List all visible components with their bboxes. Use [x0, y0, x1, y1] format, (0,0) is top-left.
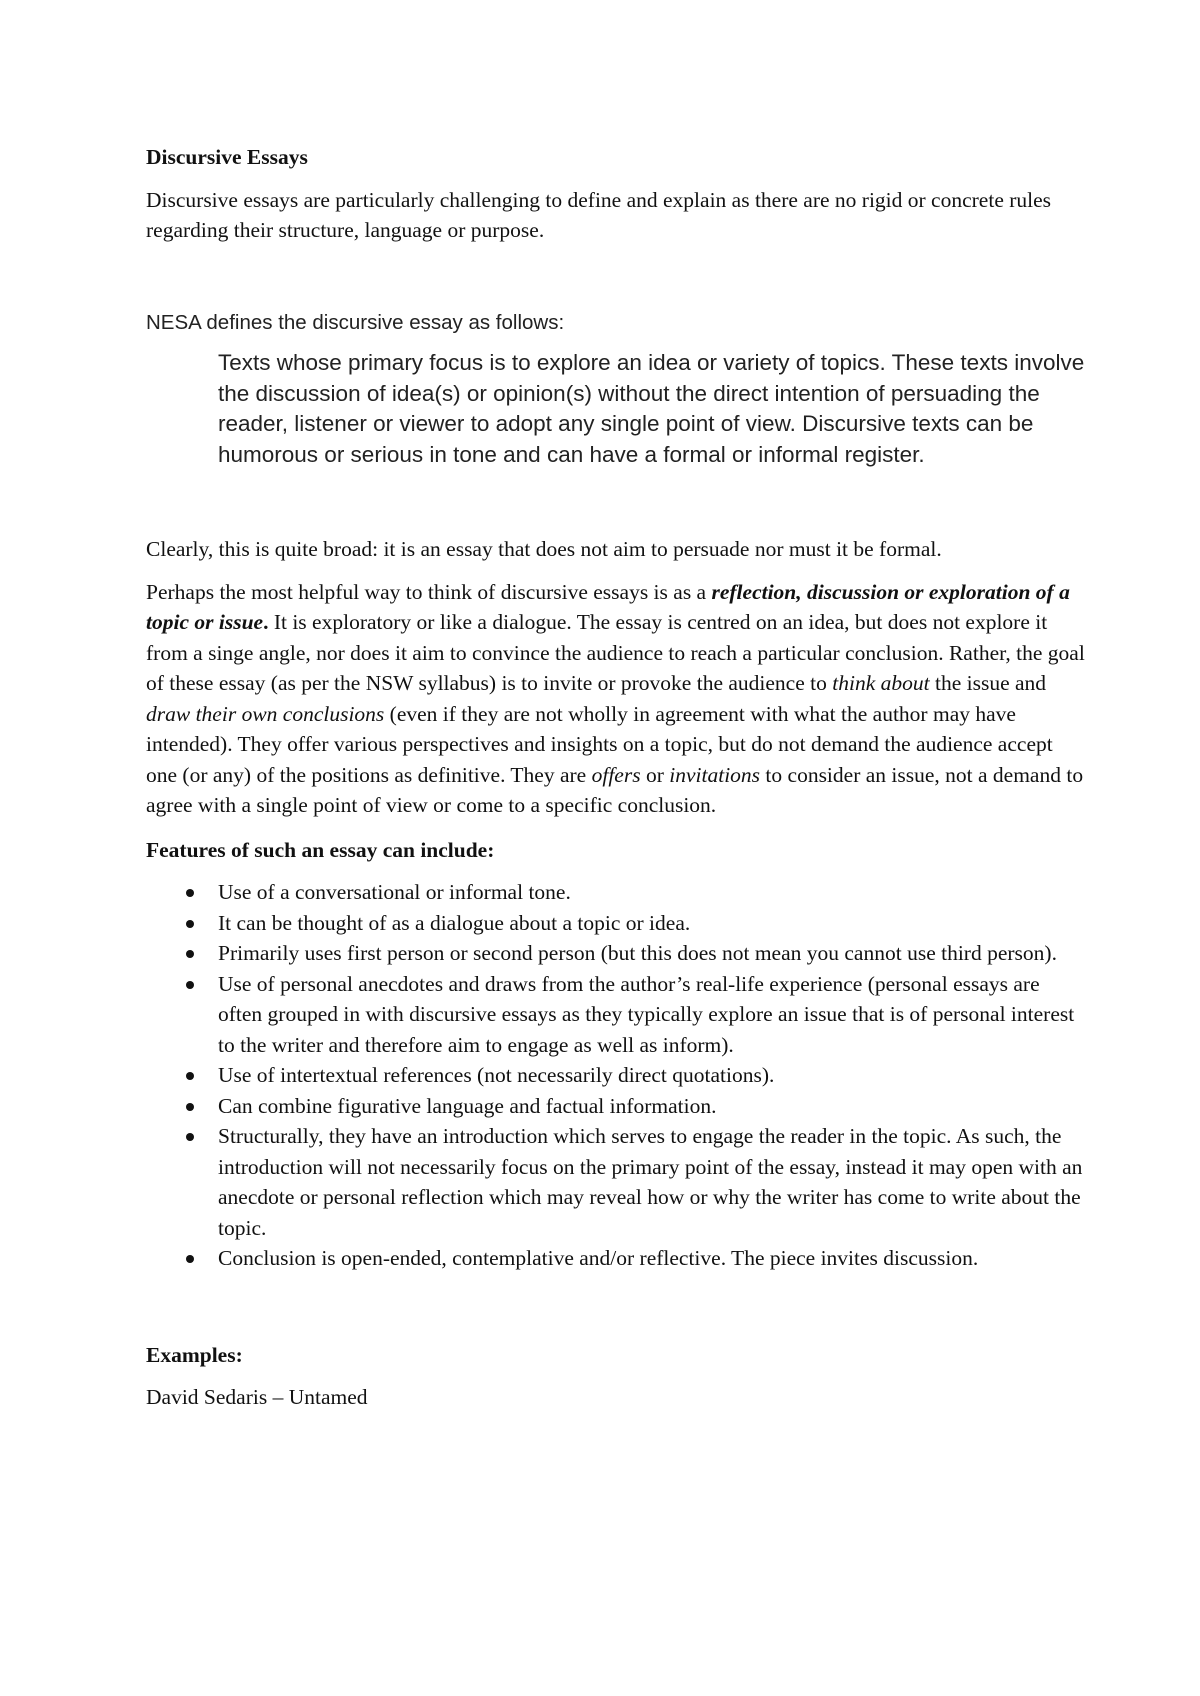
- feature-text: Can combine figurative language and factual information.: [218, 1093, 717, 1118]
- perhaps-paragraph: [146, 577, 1086, 821]
- bullet-icon: [186, 950, 194, 958]
- features-list: [146, 877, 1086, 1274]
- feature-list-item: [146, 908, 1086, 939]
- bullet-icon: [186, 889, 194, 897]
- bullet-icon: [186, 1133, 194, 1141]
- nesa-lead-paragraph: NESA defines the discursive essay as follows:: [146, 310, 565, 334]
- intro-paragraph: Discursive essays are particularly challenging to define and explain as there are no rigid or concrete rules regarding their structure, language or purpose.: [146, 187, 1052, 242]
- perhaps-text-3: the issue and: [929, 671, 1047, 695]
- document-page: [146, 142, 1086, 1425]
- example-item: David Sedaris – Untamed: [146, 1385, 368, 1409]
- bullet-icon: [186, 920, 194, 928]
- clearly-paragraph: Clearly, this is quite broad: it is an essay that does not aim to persuade nor must it be formal.: [146, 537, 942, 561]
- feature-list-item: [146, 1121, 1086, 1243]
- feature-list-item: [146, 1060, 1086, 1091]
- feature-text: Conclusion is open-ended, contemplative and/or reflective. The piece invites discussion.: [218, 1246, 979, 1270]
- bullet-icon: [186, 1103, 194, 1111]
- perhaps-emphasis-invitations: invitations: [669, 762, 761, 787]
- perhaps-emphasis-reflection: reflection, discussion or exploration of a topic or issue: [146, 579, 1070, 634]
- feature-list-item: [146, 969, 1086, 1061]
- feature-text: Use of intertextual references (not necessarily direct quotations).: [218, 1063, 775, 1087]
- feature-list-item: [146, 1243, 1086, 1274]
- perhaps-period: .: [263, 610, 269, 634]
- perhaps-text-4: (even if they are not wholly in agreement with what the author may have intended). They offer various perspectives and insights on a topic, but do not demand the audience accept one (or any) of the positions as definitive. They are: [146, 701, 1053, 787]
- perhaps-emphasis-draw-conclusions: draw their own conclusions: [146, 701, 385, 726]
- perhaps-emphasis-offers: offers: [591, 762, 641, 787]
- feature-list-item: [146, 938, 1086, 969]
- features-heading: Features of such an essay can include:: [146, 837, 495, 862]
- feature-text: It can be thought of as a dialogue about a topic or idea.: [218, 910, 691, 935]
- examples-heading: Examples:: [146, 1342, 243, 1367]
- perhaps-text-2: It is exploratory or like a dialogue. The essay is centred on an idea, but does not explore it from a singe angle, nor does it aim to convince the audience to reach a particular conclusion. Rather, the goal of these essay (as per the NSW syllabus) is to invite or provoke the audience to: [146, 610, 1085, 695]
- feature-text: Use of a conversational or informal tone.: [218, 880, 571, 904]
- perhaps-text-5: or: [640, 762, 670, 787]
- feature-list-item: [146, 877, 1086, 908]
- feature-text: Structurally, they have an introduction which serves to engage the reader in the topic. As such, the introduction will not necessarily focus on the primary point of the essay, instead it may open with an anecdote or personal reflection which may reveal how or why the writer has come to write about the topic.: [218, 1124, 1083, 1240]
- document-title: Discursive Essays: [146, 145, 308, 169]
- bullet-icon: [186, 1072, 194, 1080]
- perhaps-text-1: Perhaps the most helpful way to think of discursive essays is as a: [146, 579, 712, 604]
- bullet-icon: [186, 981, 194, 989]
- perhaps-text-6: to consider an issue, not a demand to agree with a single point of view or come to a specific conclusion.: [146, 762, 1084, 817]
- feature-list-item: [146, 1091, 1086, 1122]
- nesa-definition-quote: Texts whose primary focus is to explore an idea or variety of topics. These texts involve the discussion of idea(s) or opinion(s) without the direct intention of persuading the reader, listener or viewer to adopt any single point of view. Discursive texts can be humorous or serious in tone and can have a formal or informal register.: [218, 350, 1085, 467]
- feature-text: Primarily uses first person or second person (but this does not mean you cannot use third person).: [218, 941, 1057, 965]
- bullet-icon: [186, 1255, 194, 1263]
- perhaps-emphasis-think-about: think about: [832, 671, 930, 695]
- feature-text: Use of personal anecdotes and draws from the author’s real-life experience (personal essays are often grouped in with discursive essays as they typically explore an issue that is of personal interest to the writer and therefore aim to engage as well as inform).: [218, 971, 1075, 1057]
